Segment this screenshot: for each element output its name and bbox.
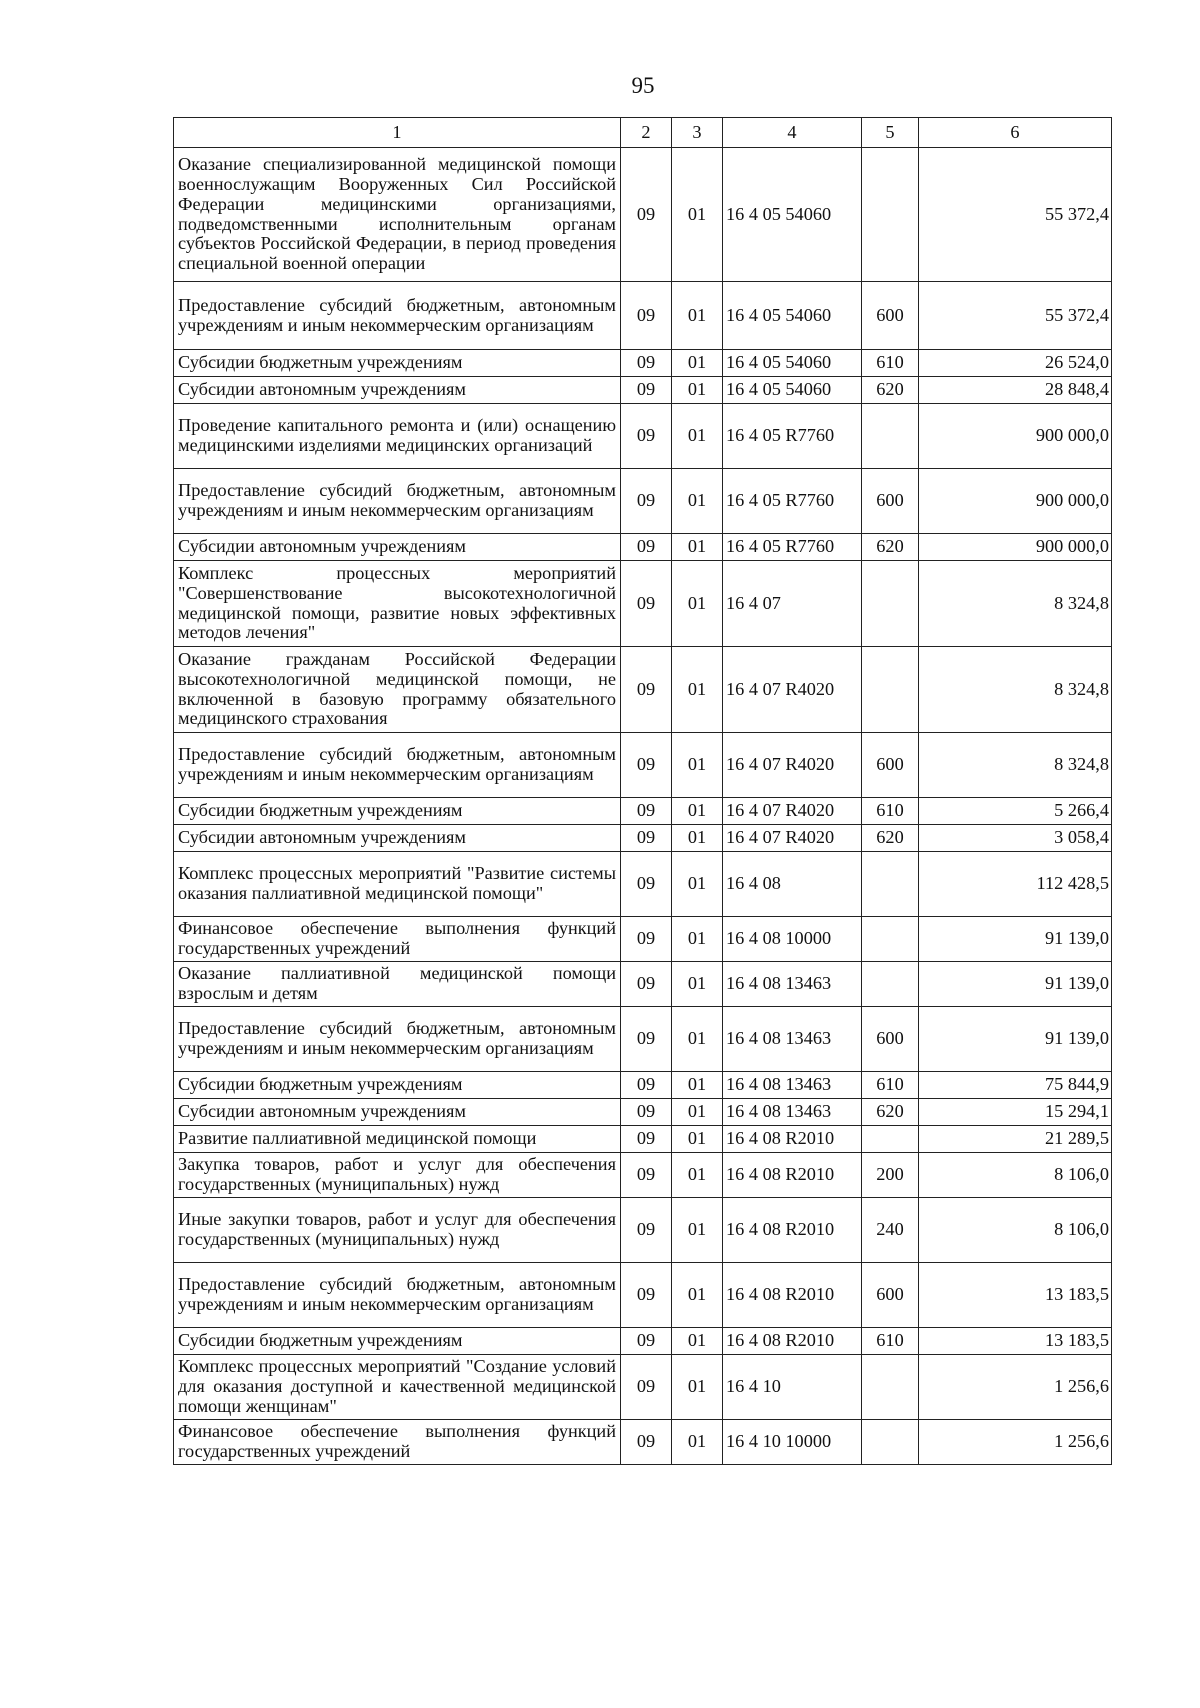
section-code: 09 xyxy=(621,1153,672,1198)
target-article-code: 16 4 07 xyxy=(723,561,862,647)
amount: 91 139,0 xyxy=(919,962,1112,1007)
amount: 1 256,6 xyxy=(919,1420,1112,1465)
page-number: 95 xyxy=(631,73,655,98)
expense-type-code: 620 xyxy=(862,1099,919,1126)
amount: 55 372,4 xyxy=(919,148,1112,282)
subsection-code: 01 xyxy=(672,282,723,350)
expense-type-code: 240 xyxy=(862,1198,919,1263)
header-cell-5: 5 xyxy=(862,118,919,148)
row-name: Финансовое обеспечение выполнения функций государственных учреждений xyxy=(174,1420,621,1465)
amount: 75 844,9 xyxy=(919,1072,1112,1099)
target-article-code: 16 4 08 R2010 xyxy=(723,1153,862,1198)
section-code: 09 xyxy=(621,561,672,647)
expense-type-code: 600 xyxy=(862,282,919,350)
table-row xyxy=(174,561,1112,647)
amount: 8 324,8 xyxy=(919,561,1112,647)
row-name: Развитие паллиативной медицинской помощи xyxy=(174,1126,621,1153)
section-code: 09 xyxy=(621,962,672,1007)
header-cell-3: 3 xyxy=(672,118,723,148)
table-row xyxy=(174,1153,1112,1198)
target-article-code: 16 4 08 13463 xyxy=(723,1072,862,1099)
row-name: Субсидии автономным учреждениям xyxy=(174,1099,621,1126)
amount: 900 000,0 xyxy=(919,469,1112,534)
row-name: Субсидии автономным учреждениям xyxy=(174,825,621,852)
amount: 8 324,8 xyxy=(919,733,1112,798)
amount: 21 289,5 xyxy=(919,1126,1112,1153)
table-row xyxy=(174,469,1112,534)
section-code: 09 xyxy=(621,1355,672,1420)
subsection-code: 01 xyxy=(672,1126,723,1153)
subsection-code: 01 xyxy=(672,917,723,962)
target-article-code: 16 4 05 54060 xyxy=(723,377,862,404)
amount: 900 000,0 xyxy=(919,534,1112,561)
amount: 900 000,0 xyxy=(919,404,1112,469)
section-code: 09 xyxy=(621,1328,672,1355)
row-name: Предоставление субсидий бюджетным, автономным учреждениям и иным некоммерческим организациям xyxy=(174,469,621,534)
table-row xyxy=(174,1420,1112,1465)
amount: 26 524,0 xyxy=(919,350,1112,377)
amount: 1 256,6 xyxy=(919,1355,1112,1420)
section-code: 09 xyxy=(621,1198,672,1263)
target-article-code: 16 4 07 R4020 xyxy=(723,825,862,852)
expense-type-code: 610 xyxy=(862,1072,919,1099)
row-name: Предоставление субсидий бюджетным, автономным учреждениям и иным некоммерческим организациям xyxy=(174,1263,621,1328)
expense-type-code xyxy=(862,404,919,469)
target-article-code: 16 4 08 R2010 xyxy=(723,1328,862,1355)
subsection-code: 01 xyxy=(672,534,723,561)
table-row xyxy=(174,1126,1112,1153)
row-name: Комплекс процессных мероприятий "Создание условий для оказания доступной и качественной медицинской помощи женщинам" xyxy=(174,1355,621,1420)
row-name: Проведение капитального ремонта и (или) оснащению медицинскими изделиями медицинских организаций xyxy=(174,404,621,469)
subsection-code: 01 xyxy=(672,1153,723,1198)
row-name: Финансовое обеспечение выполнения функций государственных учреждений xyxy=(174,917,621,962)
amount: 55 372,4 xyxy=(919,282,1112,350)
table-row xyxy=(174,1007,1112,1072)
subsection-code: 01 xyxy=(672,1099,723,1126)
amount: 28 848,4 xyxy=(919,377,1112,404)
subsection-code: 01 xyxy=(672,825,723,852)
subsection-code: 01 xyxy=(672,1328,723,1355)
amount: 5 266,4 xyxy=(919,798,1112,825)
header-cell-4: 4 xyxy=(723,118,862,148)
subsection-code: 01 xyxy=(672,962,723,1007)
table-row xyxy=(174,733,1112,798)
subsection-code: 01 xyxy=(672,852,723,917)
table-row xyxy=(174,825,1112,852)
target-article-code: 16 4 08 13463 xyxy=(723,1099,862,1126)
row-name: Субсидии бюджетным учреждениям xyxy=(174,1072,621,1099)
section-code: 09 xyxy=(621,825,672,852)
table-row xyxy=(174,917,1112,962)
row-name: Оказание гражданам Российской Федерации высокотехнологичной медицинской помощи, не включенной в базовую программу обязательного медицинского страхования xyxy=(174,647,621,733)
target-article-code: 16 4 08 R2010 xyxy=(723,1198,862,1263)
subsection-code: 01 xyxy=(672,377,723,404)
section-code: 09 xyxy=(621,1420,672,1465)
subsection-code: 01 xyxy=(672,1420,723,1465)
section-code: 09 xyxy=(621,148,672,282)
section-code: 09 xyxy=(621,534,672,561)
row-name: Предоставление субсидий бюджетным, автономным учреждениям и иным некоммерческим организациям xyxy=(174,733,621,798)
expense-type-code: 600 xyxy=(862,1263,919,1328)
amount: 15 294,1 xyxy=(919,1099,1112,1126)
row-name: Оказание паллиативной медицинской помощи взрослым и детям xyxy=(174,962,621,1007)
target-article-code: 16 4 07 R4020 xyxy=(723,647,862,733)
table-row xyxy=(174,962,1112,1007)
subsection-code: 01 xyxy=(672,1355,723,1420)
section-code: 09 xyxy=(621,469,672,534)
amount: 8 106,0 xyxy=(919,1198,1112,1263)
row-name: Субсидии бюджетным учреждениям xyxy=(174,798,621,825)
expense-type-code xyxy=(862,1355,919,1420)
section-code: 09 xyxy=(621,282,672,350)
expense-type-code: 600 xyxy=(862,733,919,798)
expense-type-code xyxy=(862,148,919,282)
table-row xyxy=(174,1099,1112,1126)
budget-table xyxy=(173,117,1112,1465)
row-name: Закупка товаров, работ и услуг для обеспечения государственных (муниципальных) нужд xyxy=(174,1153,621,1198)
amount: 112 428,5 xyxy=(919,852,1112,917)
table-row xyxy=(174,404,1112,469)
expense-type-code: 620 xyxy=(862,534,919,561)
subsection-code: 01 xyxy=(672,1072,723,1099)
amount: 3 058,4 xyxy=(919,825,1112,852)
section-code: 09 xyxy=(621,1099,672,1126)
header-cell-6: 6 xyxy=(919,118,1112,148)
table-row xyxy=(174,148,1112,282)
target-article-code: 16 4 05 54060 xyxy=(723,148,862,282)
table-row xyxy=(174,350,1112,377)
row-name: Предоставление субсидий бюджетным, автономным учреждениям и иным некоммерческим организациям xyxy=(174,1007,621,1072)
expense-type-code xyxy=(862,1126,919,1153)
target-article-code: 16 4 08 xyxy=(723,852,862,917)
expense-type-code: 200 xyxy=(862,1153,919,1198)
subsection-code: 01 xyxy=(672,404,723,469)
subsection-code: 01 xyxy=(672,647,723,733)
table-row xyxy=(174,282,1112,350)
header-cell-2: 2 xyxy=(621,118,672,148)
target-article-code: 16 4 07 R4020 xyxy=(723,733,862,798)
expense-type-code: 610 xyxy=(862,350,919,377)
subsection-code: 01 xyxy=(672,1007,723,1072)
expense-type-code: 620 xyxy=(862,377,919,404)
table-body xyxy=(174,148,1112,1465)
header-cell-1: 1 xyxy=(174,118,621,148)
expense-type-code xyxy=(862,1420,919,1465)
row-name: Иные закупки товаров, работ и услуг для обеспечения государственных (муниципальных) нужд xyxy=(174,1198,621,1263)
expense-type-code: 600 xyxy=(862,1007,919,1072)
expense-type-code xyxy=(862,647,919,733)
table-row xyxy=(174,377,1112,404)
amount: 91 139,0 xyxy=(919,1007,1112,1072)
row-name: Комплекс процессных мероприятий "Совершенствование высокотехнологичной медицинской помощи, развитие новых эффективных методов лечения" xyxy=(174,561,621,647)
section-code: 09 xyxy=(621,1126,672,1153)
row-name: Субсидии бюджетным учреждениям xyxy=(174,350,621,377)
subsection-code: 01 xyxy=(672,469,723,534)
section-code: 09 xyxy=(621,1263,672,1328)
target-article-code: 16 4 08 13463 xyxy=(723,962,862,1007)
table-row xyxy=(174,798,1112,825)
amount: 8 324,8 xyxy=(919,647,1112,733)
amount: 13 183,5 xyxy=(919,1263,1112,1328)
amount: 8 106,0 xyxy=(919,1153,1112,1198)
row-name: Субсидии бюджетным учреждениям xyxy=(174,1328,621,1355)
expense-type-code: 610 xyxy=(862,798,919,825)
subsection-code: 01 xyxy=(672,1263,723,1328)
section-code: 09 xyxy=(621,852,672,917)
target-article-code: 16 4 07 R4020 xyxy=(723,798,862,825)
expense-type-code xyxy=(862,962,919,1007)
expense-type-code: 610 xyxy=(862,1328,919,1355)
table-row xyxy=(174,1355,1112,1420)
row-name: Субсидии автономным учреждениям xyxy=(174,534,621,561)
table-row xyxy=(174,1198,1112,1263)
section-code: 09 xyxy=(621,917,672,962)
target-article-code: 16 4 08 R2010 xyxy=(723,1126,862,1153)
target-article-code: 16 4 08 R2010 xyxy=(723,1263,862,1328)
table-row xyxy=(174,1263,1112,1328)
target-article-code: 16 4 05 54060 xyxy=(723,350,862,377)
table-row xyxy=(174,1072,1112,1099)
target-article-code: 16 4 10 10000 xyxy=(723,1420,862,1465)
subsection-code: 01 xyxy=(672,350,723,377)
row-name: Предоставление субсидий бюджетным, автономным учреждениям и иным некоммерческим организациям xyxy=(174,282,621,350)
row-name: Субсидии автономным учреждениям xyxy=(174,377,621,404)
expense-type-code: 600 xyxy=(862,469,919,534)
target-article-code: 16 4 05 R7760 xyxy=(723,534,862,561)
subsection-code: 01 xyxy=(672,561,723,647)
table-row xyxy=(174,647,1112,733)
target-article-code: 16 4 10 xyxy=(723,1355,862,1420)
target-article-code: 16 4 08 13463 xyxy=(723,1007,862,1072)
target-article-code: 16 4 05 R7760 xyxy=(723,469,862,534)
table-row xyxy=(174,534,1112,561)
section-code: 09 xyxy=(621,350,672,377)
expense-type-code xyxy=(862,561,919,647)
section-code: 09 xyxy=(621,733,672,798)
section-code: 09 xyxy=(621,404,672,469)
section-code: 09 xyxy=(621,647,672,733)
amount: 91 139,0 xyxy=(919,917,1112,962)
subsection-code: 01 xyxy=(672,798,723,825)
target-article-code: 16 4 08 10000 xyxy=(723,917,862,962)
section-code: 09 xyxy=(621,377,672,404)
section-code: 09 xyxy=(621,1007,672,1072)
header-row xyxy=(174,118,1112,148)
section-code: 09 xyxy=(621,798,672,825)
row-name: Оказание специализированной медицинской помощи военнослужащим Вооруженных Сил Российской Федерации медицинскими организациями, подведомственными исполнительным органам субъектов Российской Федерации, в период проведения специальной военной операции xyxy=(174,148,621,282)
amount: 13 183,5 xyxy=(919,1328,1112,1355)
expense-type-code xyxy=(862,917,919,962)
subsection-code: 01 xyxy=(672,733,723,798)
expense-type-code: 620 xyxy=(862,825,919,852)
subsection-code: 01 xyxy=(672,1198,723,1263)
row-name: Комплекс процессных мероприятий "Развитие системы оказания паллиативной медицинской помощи" xyxy=(174,852,621,917)
section-code: 09 xyxy=(621,1072,672,1099)
target-article-code: 16 4 05 R7760 xyxy=(723,404,862,469)
expense-type-code xyxy=(862,852,919,917)
table-row xyxy=(174,1328,1112,1355)
target-article-code: 16 4 05 54060 xyxy=(723,282,862,350)
subsection-code: 01 xyxy=(672,148,723,282)
table-row xyxy=(174,852,1112,917)
